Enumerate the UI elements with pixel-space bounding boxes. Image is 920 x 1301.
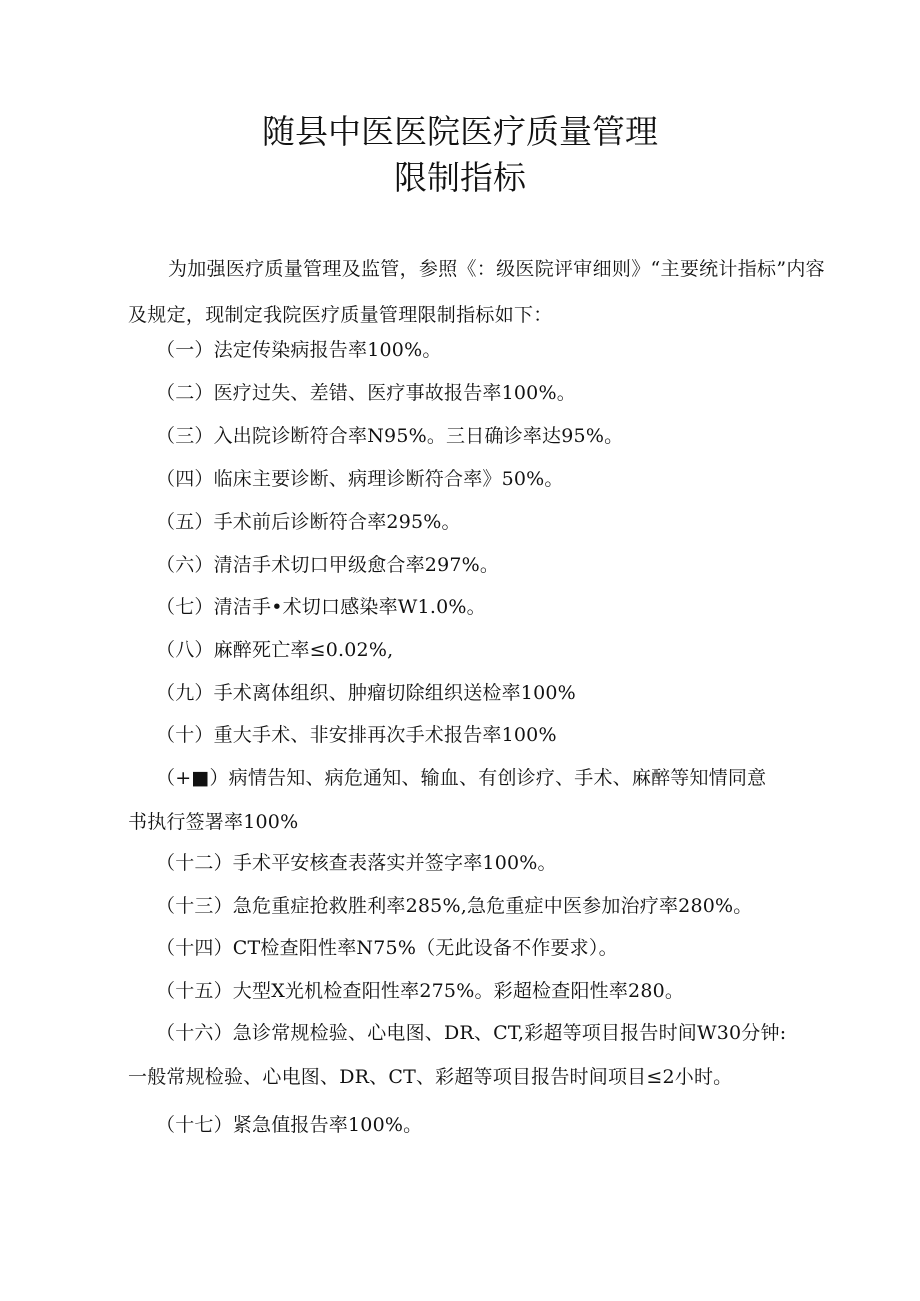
indicator-item-13: （十三）急危重症抢救胜利率285%,急危重症中医参加治疗率280%。 xyxy=(156,895,753,917)
indicator-item-16-line-2: 一般常规检验、心电图、DR、CT、彩超等项目报告时间项目≤2小时。 xyxy=(128,1066,733,1088)
indicator-item-9: （九）手术离体组织、肿瘤切除组织送检率100% xyxy=(156,682,576,704)
indicator-item-16-line-1: （十六）急诊常规检验、心电图、DR、CT,彩超等项目报告时间W30分钟: xyxy=(156,1022,787,1044)
indicator-item-15: （十五）大型X光机检查阳性率275%。彩超检查阳性率280。 xyxy=(156,980,685,1002)
indicator-item-14: （十四）CT检查阳性率N75%（无此设备不作要求）。 xyxy=(156,937,618,959)
indicator-item-2: （二）医疗过失、差错、医疗事故报告率100%。 xyxy=(156,382,576,404)
indicator-item-8: （八）麻醉死亡率≤0.02%, xyxy=(156,639,394,661)
indicator-item-12: （十二）手术平安核查表落实并签字率100%。 xyxy=(156,852,557,874)
intro-paragraph: 为加强医疗质量管理及监管，参照《：级医院评审细则》“主要统计指标”内容及规定，现制定我院医疗质量管理限制指标如下： xyxy=(128,258,825,326)
indicator-item-11 xyxy=(128,756,828,844)
indicator-item-16 xyxy=(128,1011,828,1099)
indicator-item-1: （一）法定传染病报告率100%。 xyxy=(156,339,442,361)
indicator-item-17: （十七）紧急值报告率100%。 xyxy=(156,1114,423,1136)
indicator-item-6: （六）清洁手术切口甲级愈合率297%。 xyxy=(156,554,500,576)
document-title-line-2: 限制指标 xyxy=(394,158,526,197)
document-title-line-1: 随县中医医院医疗质量管理 xyxy=(262,112,658,151)
indicator-item-3: （三）入出院诊断符合率N95%。三日确诊率达95%。 xyxy=(156,425,624,447)
indicator-item-7: （七）清洁手•术切口感染率W1.0%。 xyxy=(156,596,486,618)
indicator-item-11-line-2: 书执行签署率100% xyxy=(128,811,299,833)
indicator-item-4: （四）临床主要诊断、病理诊断符合率》50%。 xyxy=(156,468,564,490)
indicator-item-10: （十）重大手术、非安排再次手术报告率100% xyxy=(156,724,557,746)
indicator-item-11-line-1: （+■）病情告知、病危通知、输血、有创诊疗、手术、麻醉等知情同意 xyxy=(156,767,767,789)
indicator-item-5: （五）手术前后诊断符合率295%。 xyxy=(156,511,461,533)
